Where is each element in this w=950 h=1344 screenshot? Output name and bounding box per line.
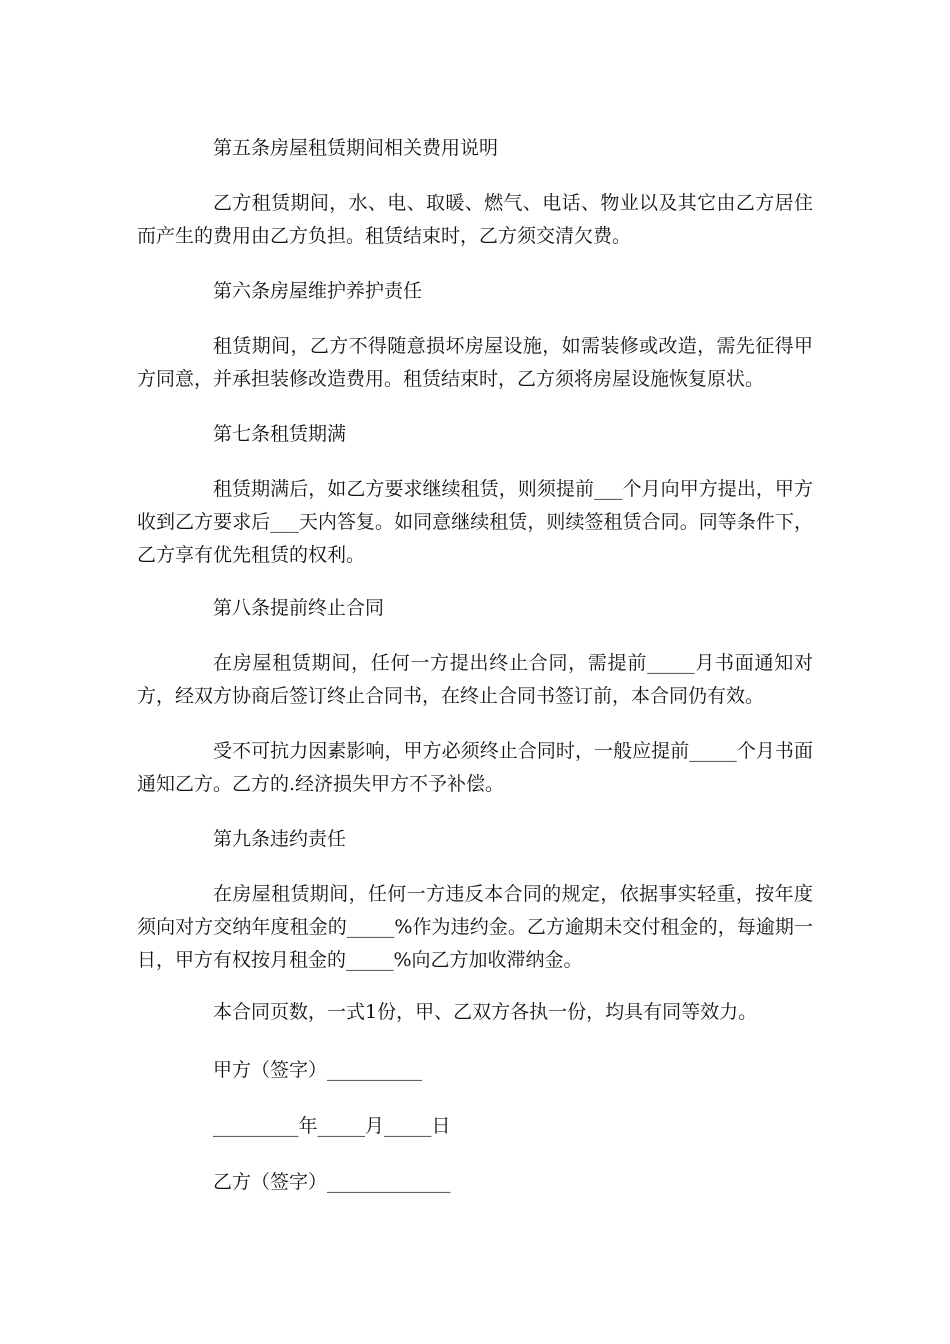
- party-b-signature-line: 乙方（签字）_____________: [213, 1171, 451, 1193]
- section-6-heading: 第六条房屋维护养护责任: [213, 280, 423, 302]
- closing-statement: 本合同页数，一式1份，甲、乙双方各执一份，均具有同等效力。: [213, 1001, 758, 1023]
- signature-date-line: _________年_____月_____日: [213, 1115, 451, 1137]
- section-8-body-2: 受不可抗力因素影响，甲方必须终止合同时，一般应提前_____个月书面通知乙方。乙方的.经济损失甲方不予补偿。: [137, 740, 813, 795]
- section-6-body: 租赁期间，乙方不得随意损坏房屋设施，如需装修或改造，需先征得甲方同意，并承担装修改造费用。租赁结束时，乙方须将房屋设施恢复原状。: [137, 335, 813, 390]
- section-9-body: 在房屋租赁期间，任何一方违反本合同的规定，依据事实轻重，按年度须向对方交纳年度租金的_____%作为违约金。乙方逾期未交付租金的，每逾期一日，甲方有权按月租金的_____%向乙方加收滞纳金。: [137, 883, 813, 971]
- section-7-heading: 第七条租赁期满: [213, 423, 347, 445]
- party-a-signature-line: 甲方（签字）__________: [213, 1059, 423, 1081]
- section-9-heading: 第九条违约责任: [213, 828, 347, 850]
- section-5-heading: 第五条房屋租赁期间相关费用说明: [213, 137, 499, 159]
- section-8-heading: 第八条提前终止合同: [213, 597, 385, 619]
- section-8-body-1: 在房屋租赁期间，任何一方提出终止合同，需提前_____月书面通知对方，经双方协商后签订终止合同书，在终止合同书签订前，本合同仍有效。: [137, 652, 813, 707]
- section-5-body: 乙方租赁期间，水、电、取暖、燃气、电话、物业以及其它由乙方居住而产生的费用由乙方负担。租赁结束时，乙方须交清欠费。: [137, 192, 813, 247]
- section-7-body: 租赁期满后，如乙方要求继续租赁，则须提前___个月向甲方提出，甲方收到乙方要求后___天内答复。如同意继续租赁，则续签租赁合同。同等条件下，乙方享有优先租赁的权利。: [137, 478, 813, 566]
